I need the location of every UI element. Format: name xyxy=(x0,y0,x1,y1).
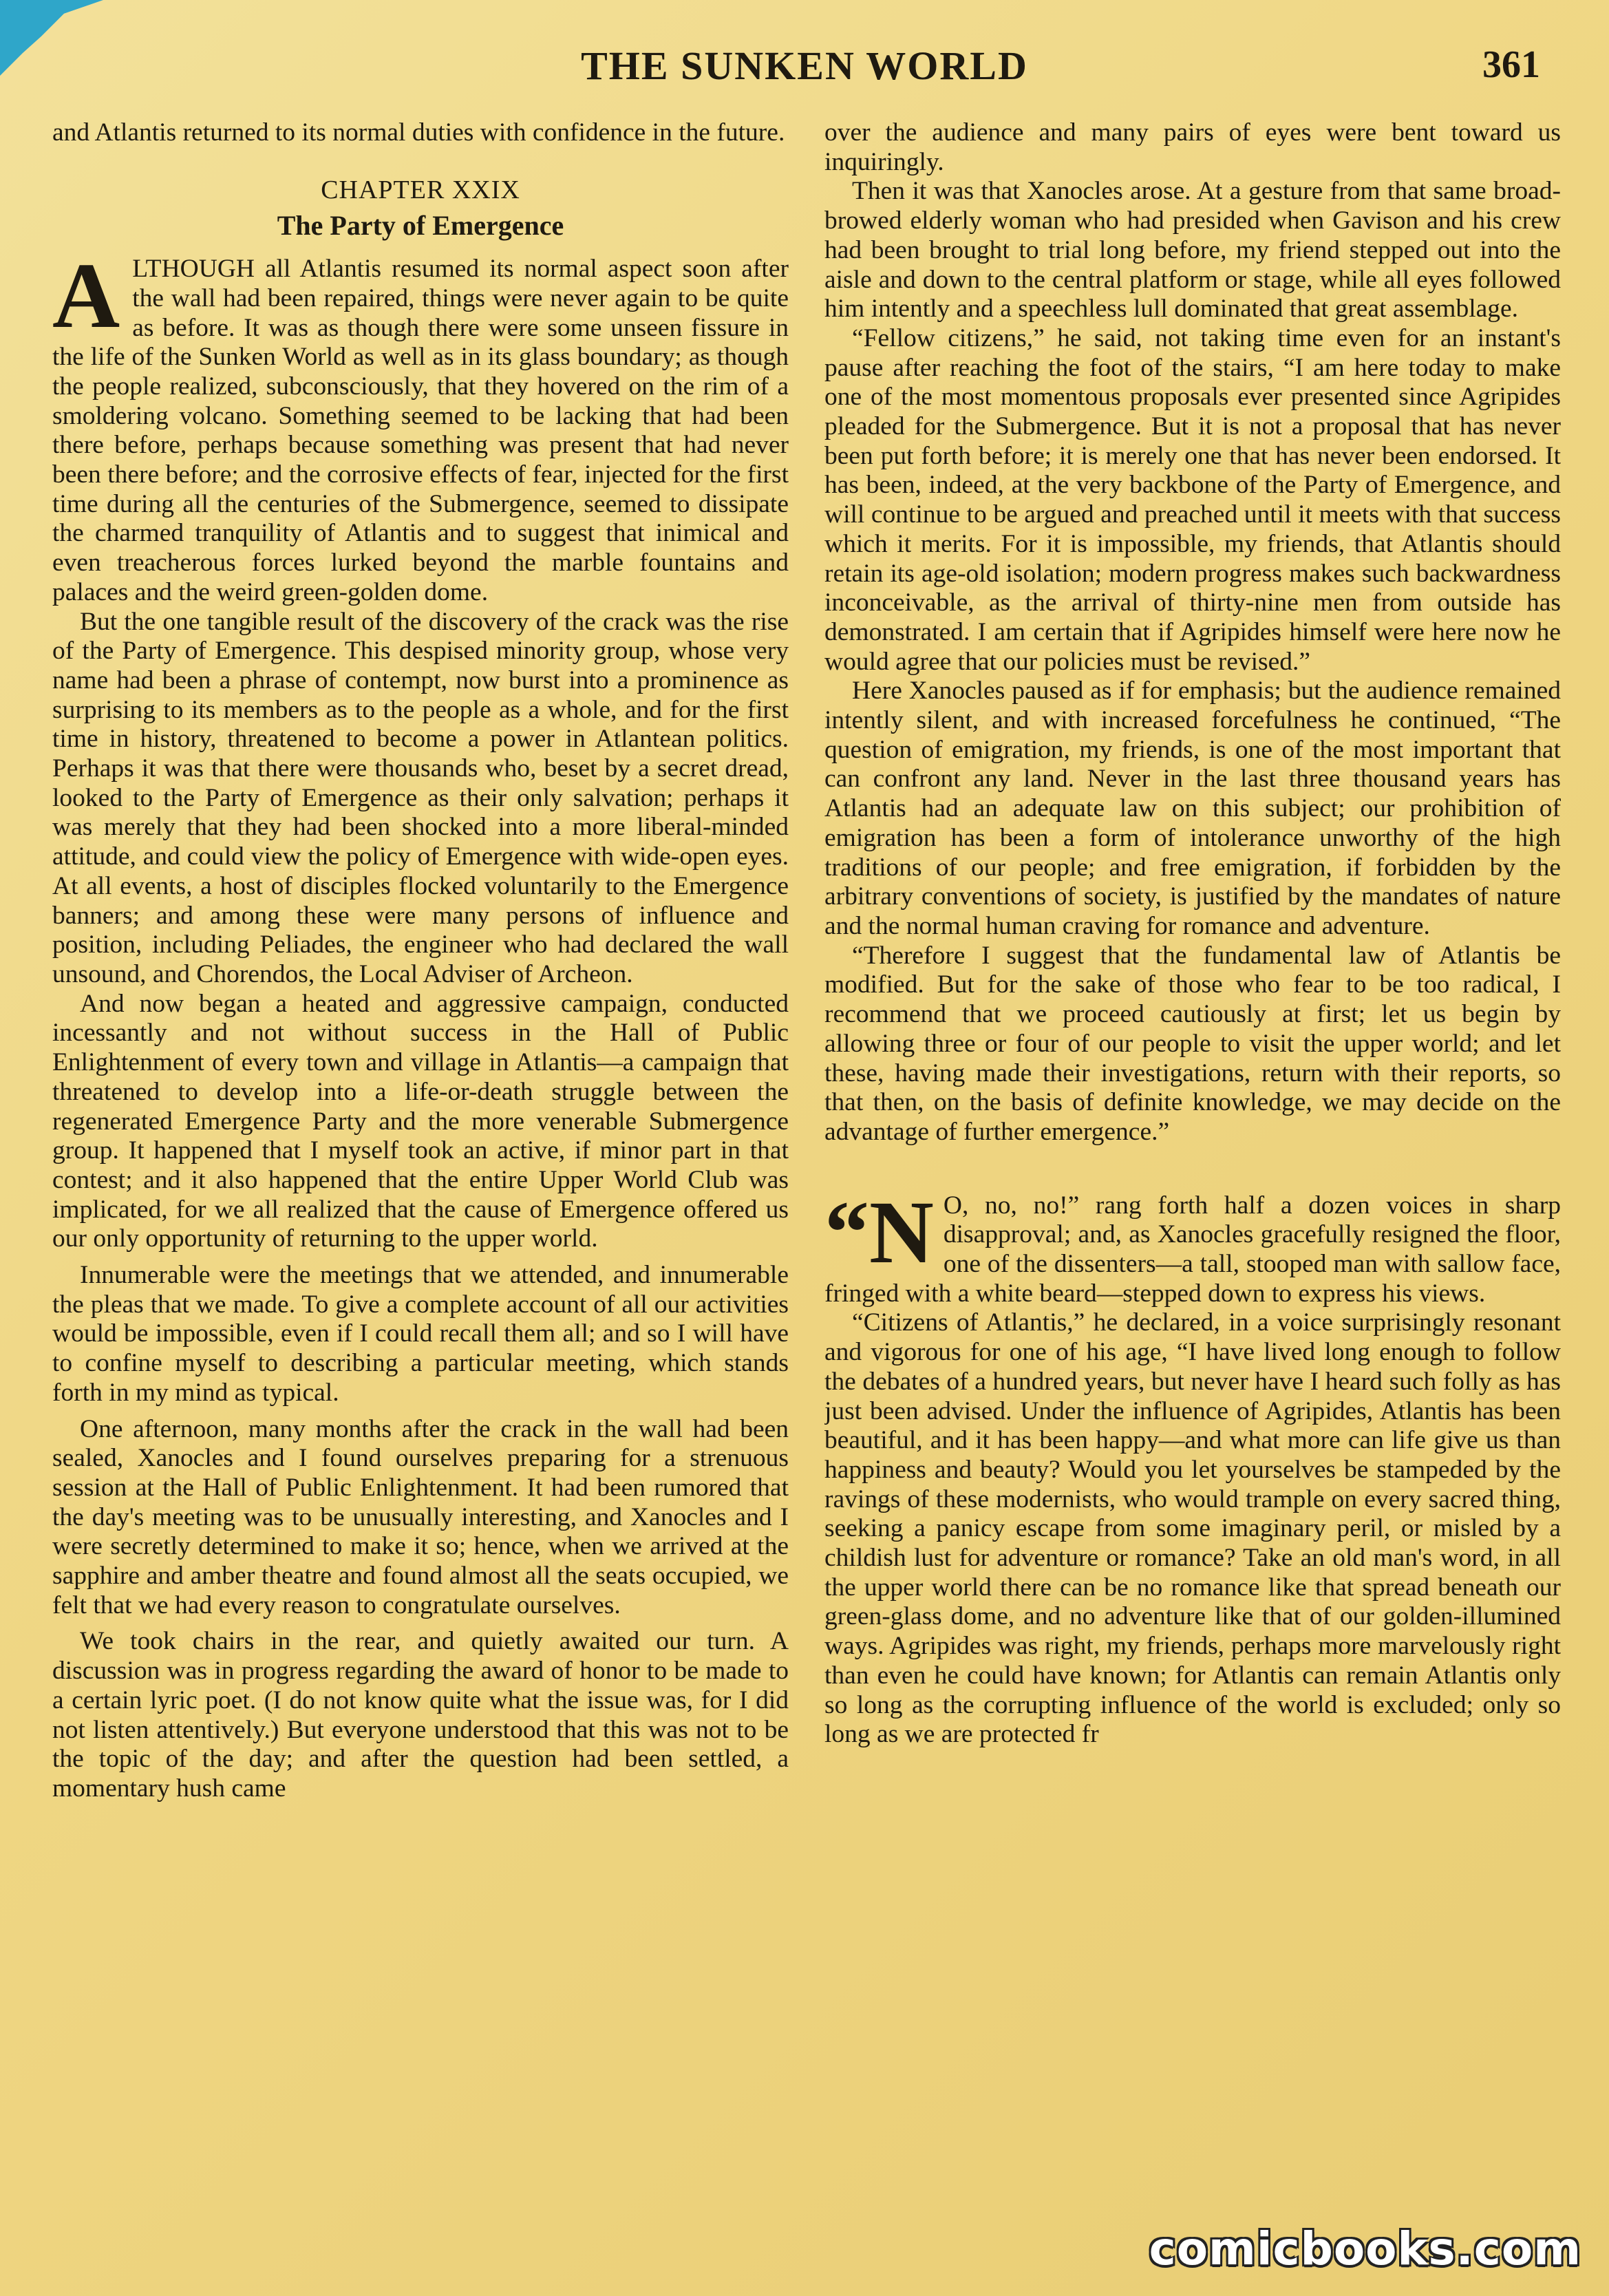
dropcap: A xyxy=(52,244,120,348)
dropcap: “N xyxy=(824,1182,934,1282)
paragraph: One afternoon, many months after the crack in the wall had been sealed, Xanocles and I found ourselves preparing for a strenuous session at the Hall of Public Enlightenment. It had been rumored that the day's meeting was to be unusually interesting, and Xanocles and I were secretly determined to make it so; hence, when we arrived at the sapphire and amber theatre and found almost all the seats occupied, we felt that we had every reason to congratulate ourselves. xyxy=(52,1414,789,1619)
section-break xyxy=(824,1147,1561,1191)
chapter-number: CHAPTER XXIX xyxy=(321,175,520,204)
paragraph-with-dropcap xyxy=(824,1182,1561,1309)
paragraph: But the one tangible result of the discovery of the crack was the rise of the Party of Emergence. This despised minority group, whose very name had been a phrase of contempt, now burst into a prominence as surprising to its members as to the people as a whole, and for the first time in history, threatened to become a power in Atlantean politics. Perhaps it was that there were thousands who, beset by a secret dread, looked to the Party of Emergence as their only salvation; perhaps it was merely that they had been shocked into a more liberal-minded attitude, and could view the policy of Emergence with wide-open eyes. At all events, a host of disciples flocked voluntarily to the Emergence banners; and among these were many persons of influence and position, including Peliades, the engineer who had declared the wall unsound, and Chorendos, the Local Adviser of Archeon. xyxy=(52,607,789,988)
running-title: THE SUNKEN WORLD xyxy=(581,43,1028,88)
page-header xyxy=(55,43,1554,98)
left-column xyxy=(52,118,789,2266)
paragraph: over the audience and many pairs of eyes were bent toward us inquiringly. xyxy=(824,118,1561,176)
paragraph: “Therefore I suggest that the fundamental law of Atlantis be modified. But for the sake of those who fear to be too radical, I recommend that we proceed cautiously at first; let us begin by allowing three or four of our people to visit the upper world; and let these, having made their investigations, return with their reports, so that then, on the basis of definite knowledge, we may decide on the advantage of further emergence.” xyxy=(824,941,1561,1146)
paragraph-text: LTHOUGH all Atlantis resumed its normal aspect soon after the wall had been repaired, things were never again to be quite as before. It was as though there were some unseen fissure in the life of the Sunken World as well as in its glass boundary; as though the people realized, subconsciously, that they hovered on the rim of a smoldering volcano. Something seemed to be lacking that had been there before, perhaps because something was present that had never been there before; and the corrosive effects of fear, injected for the first time during all the centuries of the Submergence, seemed to dissipate the charmed tranquility of Atlantis and to suggest that inimical and even treacherous forces lurked beyond the marble fountains and palaces and the weird green-golden dome. xyxy=(52,255,789,606)
paragraph-with-dropcap xyxy=(52,244,789,607)
page-number: 361 xyxy=(1482,43,1540,86)
paragraph: We took chairs in the rear, and quietly awaited our turn. A discussion was in progress regarding the award of honor to be made to a certain lyric poet. (I do not know quite what the issue was, for I did not listen attentively.) But everyone understood that this was not to be the topic of the day; and after the question had been settled, a momentary hush came xyxy=(52,1627,789,1803)
paragraph: Then it was that Xanocles arose. At a gesture from that same broad-browed elderly woman who had presided when Gavison and his crew had been brought to trial long before, my friend stepped out into the aisle and down to the central platform or stage, while all eyes followed him intently and a speechless lull dominated that great assemblage. xyxy=(824,177,1561,323)
chapter-title: The Party of Emergence xyxy=(277,210,564,242)
paragraph-text: O, no, no!” rang forth half a dozen voices in sharp disapproval; and, as Xanocles gracefully resigned the floor, one of the dissenters—a tall, stooped man with sallow face, fringed with a white beard—stepped down to express his views. xyxy=(824,1191,1561,1308)
site-watermark: comicbooks.com xyxy=(1149,2222,1581,2275)
paragraph: Here Xanocles paused as if for emphasis; but the audience remained intently silent, and with increased forcefulness he continued, “The question of emigration, my friends, is one of the most important that can confront any land. Never in the last three thousand years has Atlantis had an adequate law on this subject; our prohibition of emigration has been a form of intolerance unworthy of the high traditions of our people; and free emigration, if forbidden by the arbitrary conventions of society, is justified by the mandates of nature and the normal human craving for romance and adventure. xyxy=(824,677,1561,940)
paragraph: And now began a heated and aggressive campaign, conducted incessantly and not without success in the Hall of Public Enlightenment of every town and village in Atlantis—a campaign that threatened to develop into a life-or-death struggle between the regenerated Emergence Party and the more venerable Submergence group. It happened that I myself took an active, if minor part in that contest; and it also happened that the entire Upper World Club was implicated, for we all realized that the cause of Emergence offered us our only opportunity of returning to the upper world. xyxy=(52,989,789,1253)
paragraph: “Fellow citizens,” he said, not taking time even for an instant's pause after reaching the foot of the stairs, “I am here today to make one of the most momentous proposals ever presented since Agripides pleaded for the Submergence. But it is not a proposal that has never been put forth before; it is merely one that has never been endorsed. It has been, indeed, at the very backbone of the Party of Emergence, and will continue to be argued and preached until it meets with that success which it merits. For it is impossible, my friends, that Atlantis should retain its age-old isolation; modern progress makes such backwardness inconceivable, as the arrival of thirty-nine men from outside has demonstrated. I am certain that if Agripides himself were here now he would agree that our policies must be revised.” xyxy=(824,323,1561,676)
paragraph: “Citizens of Atlantis,” he declared, in a voice surprisingly resonant and vigorous for one of his age, “I have lived long enough to follow the debates of a hundred years, but never have I heard such folly as has just been advised. Under the influence of Agripides, Atlantis has been beautiful, and it has been happy—and what more can life give us than happiness and beauty? Would you let yourselves be stampeded by the ravings of these modernists, who would trample on every sacred thing, seeking a panicy escape from some imaginary peril, or misled by a childish lust for adventure or romance? Take an old man's word, in all the upper world there can be no romance like that spread beneath our green-glass dome, and no adventure like that of our golden-illumined ways. Agripides was right, my friends, perhaps more marvelously right than even he could have known; for Atlantis can remain Atlantis only so long as the corrupting influence of the world is excluded; only so long as we are protected fr xyxy=(824,1308,1561,1749)
right-column xyxy=(824,118,1561,2266)
paragraph: and Atlantis returned to its normal duties with confidence in the future. xyxy=(52,118,785,147)
paragraph: Innumerable were the meetings that we attended, and innumerable the pleas that we made. To give a complete account of all our activities would be impossible, even if I could recall them all; and so I will have to confine myself to describing a particular meeting, which stands forth in my mind as typical. xyxy=(52,1261,789,1407)
